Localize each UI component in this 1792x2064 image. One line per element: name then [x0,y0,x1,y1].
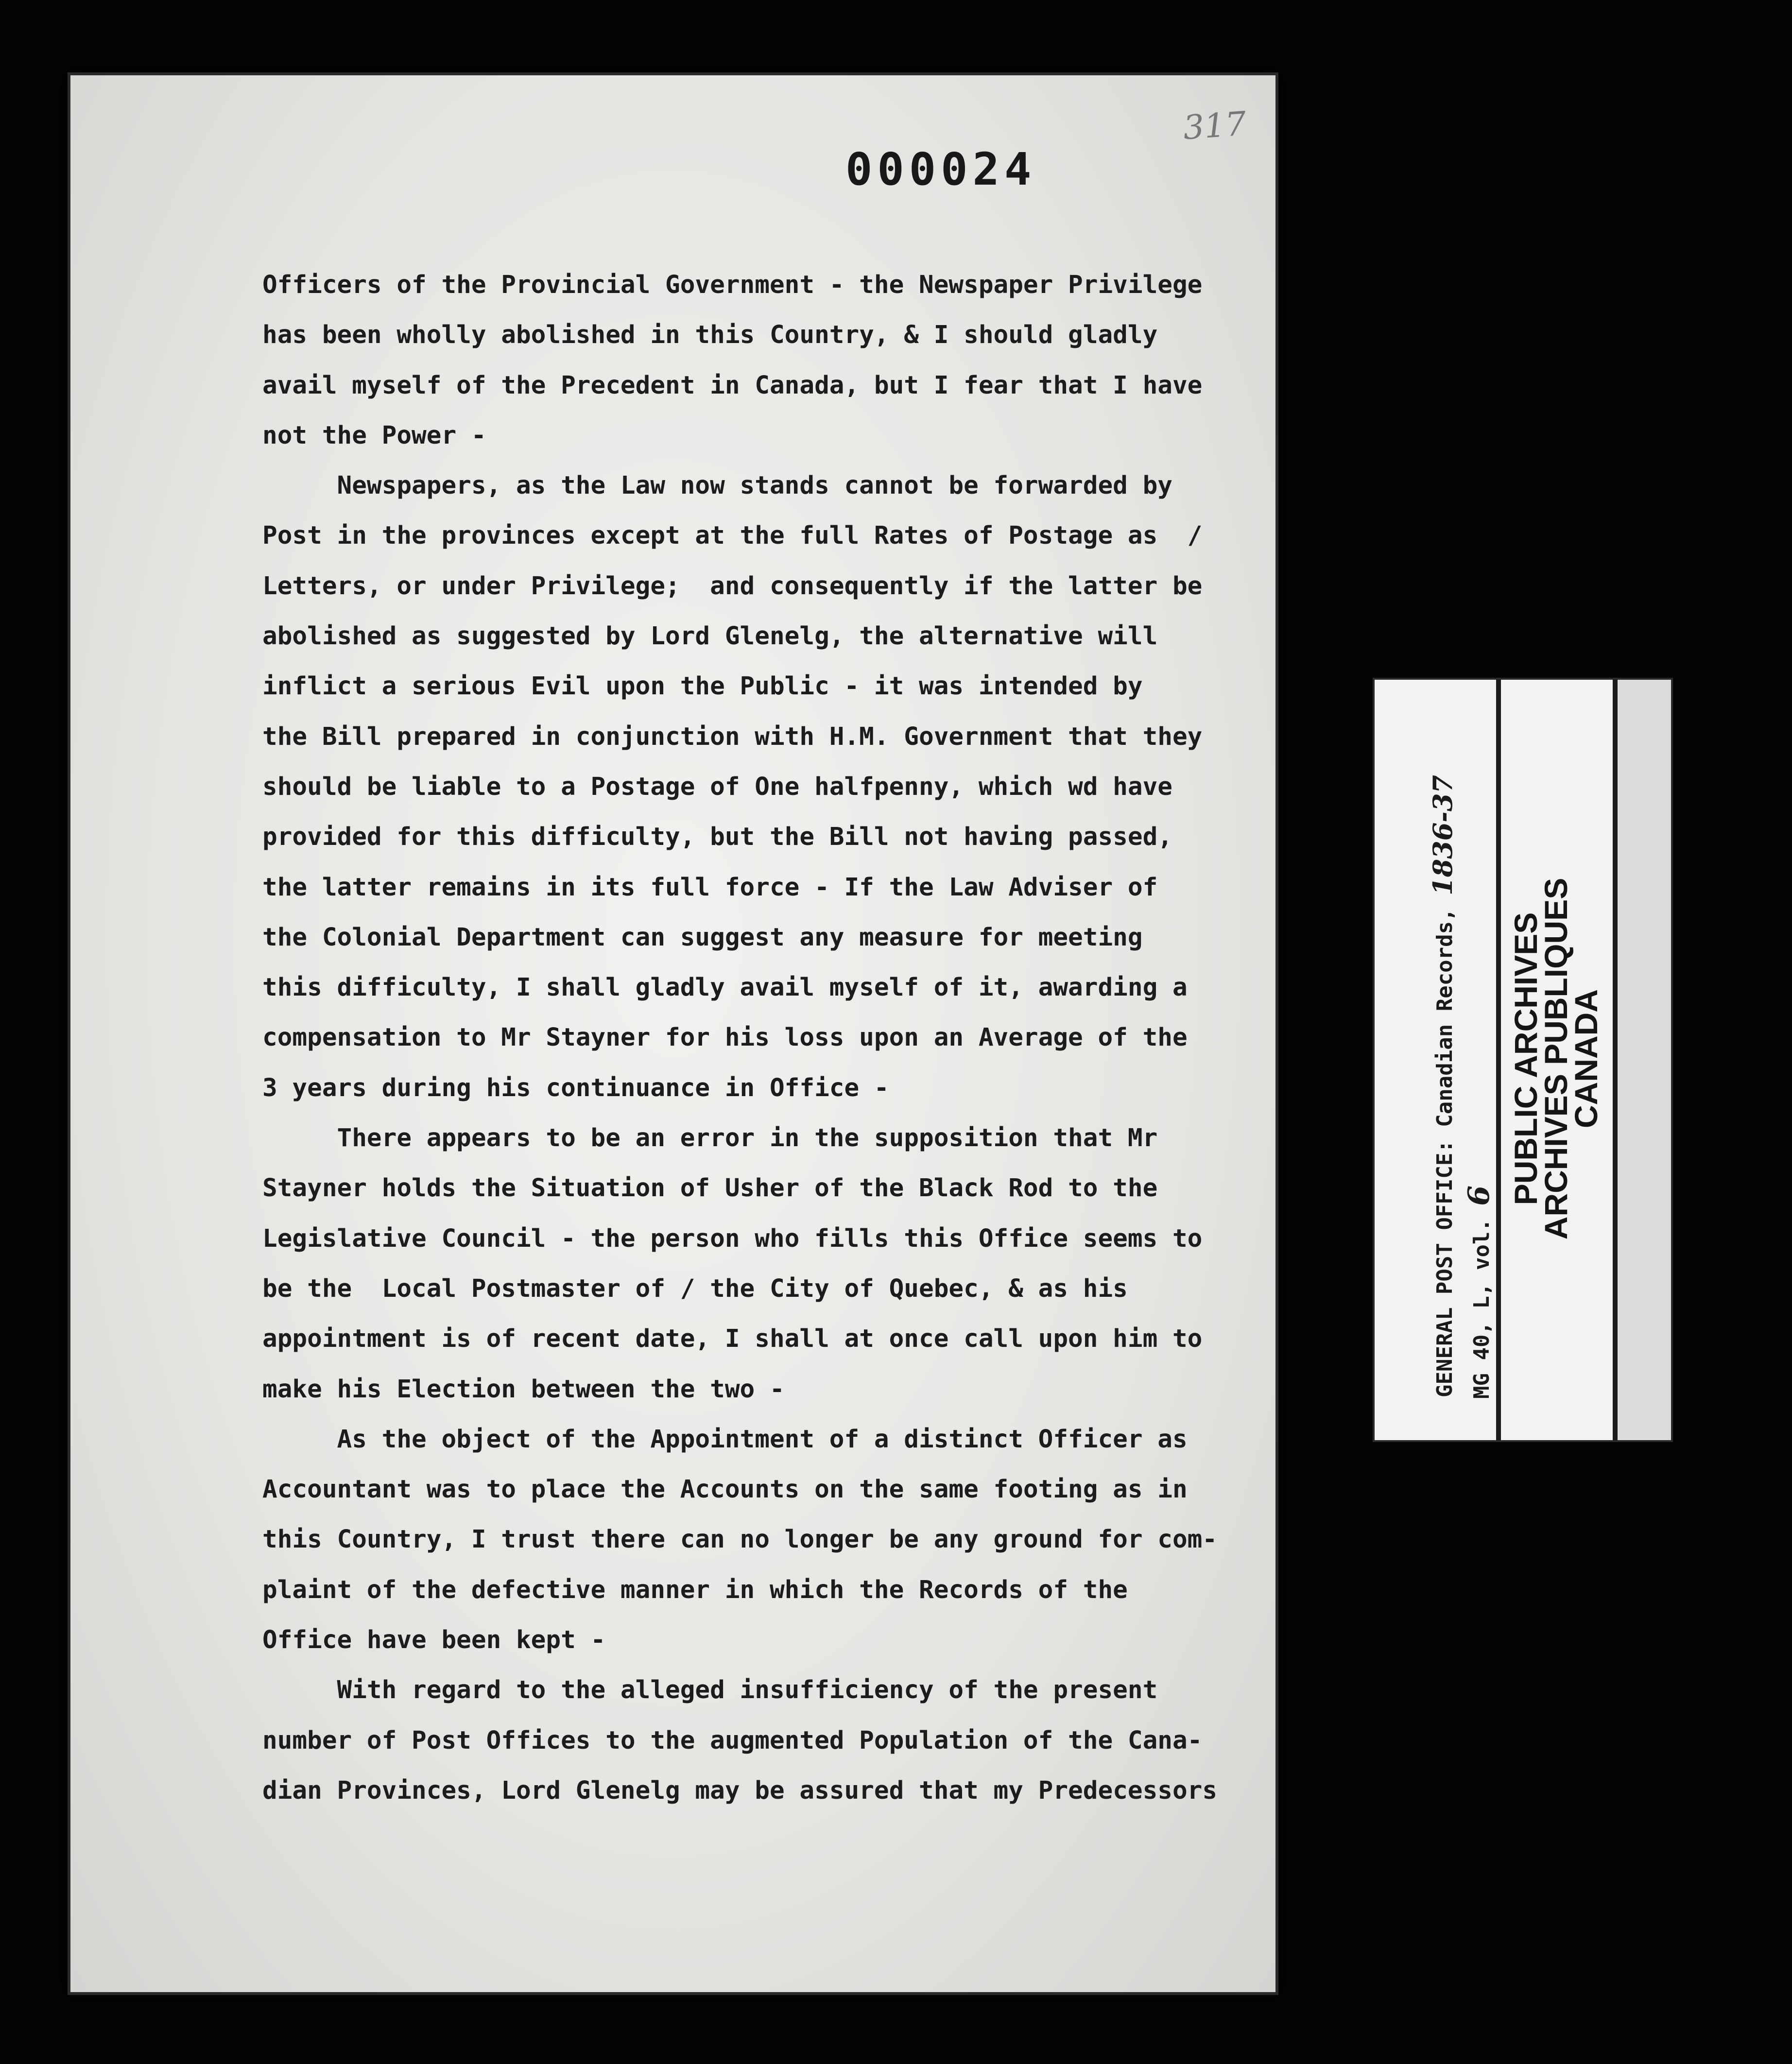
text-line: provided for this difficulty, but the Bill not having passed, [262,823,1172,852]
text-line: Office have been kept - [262,1626,606,1655]
label-divider [1613,680,1618,1440]
text-line: this difficulty, I shall gladly avail myself of it, awarding a [262,973,1188,1002]
letter-body [262,260,1275,1816]
record-years: 1836-37 [1427,775,1458,895]
text-line: be the Local Postmaster of / the City of Quebec, & as his [262,1274,1128,1303]
text-line: dian Provinces, Lord Glenelg may be assured that my Predecessors [262,1776,1218,1805]
archives-name-en: PUBLIC ARCHIVES [1507,912,1544,1205]
text-line: With regard to the alleged insufficiency of the present [262,1676,1158,1705]
text-line: As the object of the Appointment of a distinct Officer as [262,1425,1188,1454]
record-volume: 6 [1462,1185,1496,1206]
text-line: avail myself of the Precedent in Canada, but I fear that I have [262,371,1203,400]
archives-name-fr: ARCHIVES PUBLIQUES [1537,877,1574,1240]
text-line: Accountant was to place the Accounts on the same footing as in [262,1475,1188,1504]
text-line: Newspapers, as the Law now stands cannot be forwarded by [262,471,1172,500]
text-line: Letters, or under Privilege; and consequently if the latter be [262,571,1203,601]
text-line: has been wholly abolished in this Country, & I should gladly [262,321,1158,350]
text-line: not the Power - [262,421,486,450]
text-line: plaint of the defective manner in which the Records of the [262,1575,1128,1604]
record-ref-text: MG 40, L, vol. [1469,1219,1494,1399]
text-line: the latter remains in its full force - If the Law Adviser of [262,873,1158,902]
text-line: Post in the provinces except at the full Rates of Postage as / [262,521,1203,550]
record-title-text: GENERAL POST OFFICE: Canadian Records, [1432,908,1457,1397]
label-divider [1496,680,1501,1440]
document-number: 000024 [845,143,1036,195]
text-line: Stayner holds the Situation of Usher of the Black Rod to the [262,1174,1158,1203]
text-line: this Country, I trust there can no longer be any ground for com- [262,1525,1218,1554]
text-line: the Bill prepared in conjunction with H.M. Government that they [262,722,1203,751]
text-line: inflict a serious Evil upon the Public - it was intended by [262,672,1143,701]
archives-country: CANADA [1568,989,1604,1128]
archive-label [1373,678,1673,1442]
text-line: should be liable to a Postage of One halfpenny, which wd have [262,772,1172,801]
text-line: Officers of the Provincial Government - the Newspaper Privilege [262,271,1203,299]
record-reference [1462,694,1496,1399]
document-page [70,75,1275,1992]
text-line: make his Election between the two - [262,1375,785,1404]
archives-stamp [1503,777,1608,1341]
text-line: There appears to be an error in the supposition that Mr [262,1124,1158,1153]
text-line: number of Post Offices to the augmented Population of the Cana- [262,1726,1203,1755]
text-line: 3 years during his continuance in Office - [262,1073,889,1102]
text-line: appointment is of recent date, I shall at once call upon him to [262,1324,1203,1354]
text-line: the Colonial Department can suggest any measure for meeting [262,923,1143,952]
text-line: abolished as suggested by Lord Glenelg, the alternative will [262,622,1158,651]
label-side-band [1613,680,1671,1440]
folio-number: 317 [1182,104,1248,148]
record-title [1427,693,1458,1397]
text-line: compensation to Mr Stayner for his loss upon an Average of the [262,1023,1188,1052]
text-line: Legislative Council - the person who fills this Office seems to [262,1224,1203,1253]
